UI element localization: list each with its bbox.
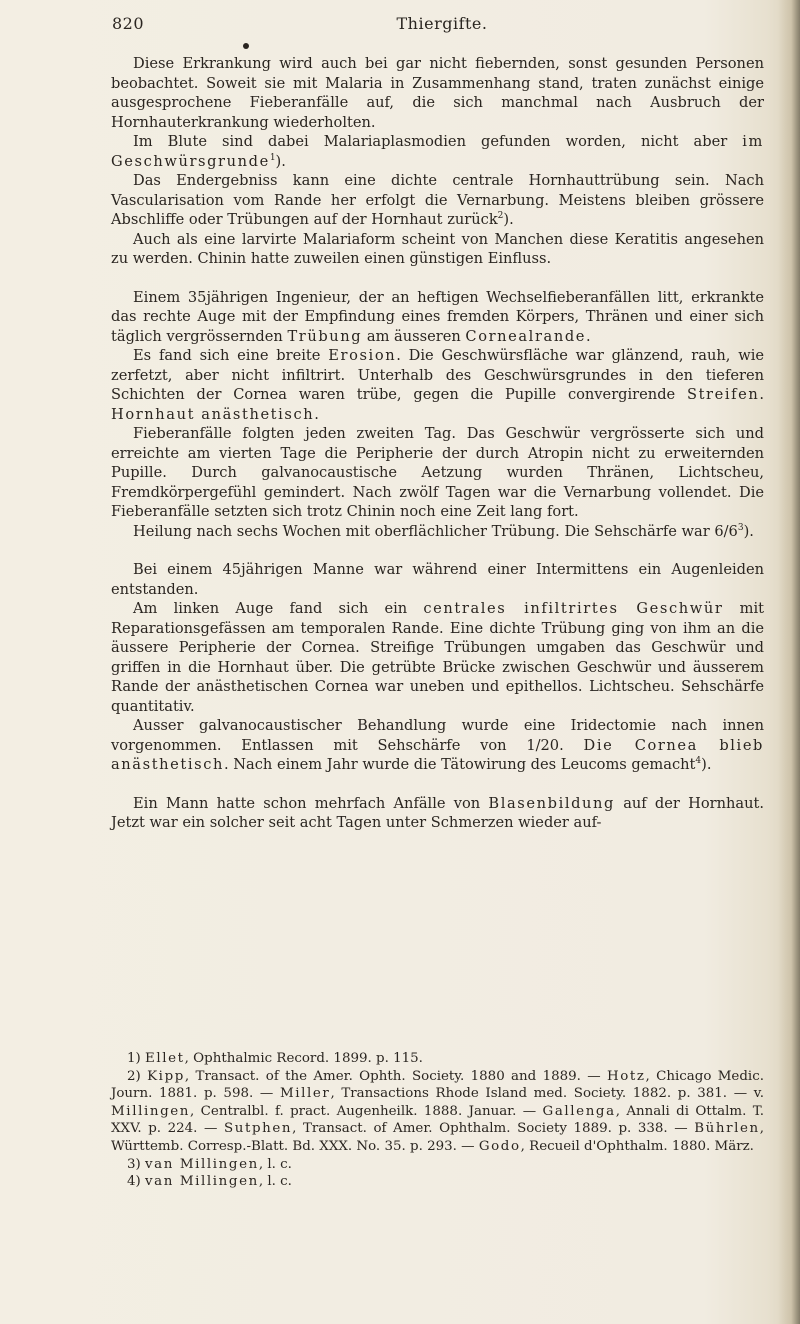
text-run: , Ophthalmic Record. 1899. p. 115.	[184, 1051, 423, 1066]
spaced-emphasis: Erosion	[328, 347, 397, 364]
text-run: mit Reparationsgefässen am temporalen Rande. Eine dichte Trübung ging von ihm an die äussere Peripherie der Cornea. Streifige Trübungen umgaben das Geschwür und griffen in die Hornhaut über. Die getrübte Brücke zwischen Geschwür und äusserem Rande der anästhetischen Cornea war uneben und epithellos. Lichtscheu. Sehschärfe quantitativ.	[111, 600, 765, 715]
spaced-emphasis: Trübung	[287, 327, 363, 345]
paragraph-p5	[111, 288, 764, 347]
text-run: Diese Erkrankung wird auch bei gar nicht fiebernden, sonst gesunden Personen beobachtet. Soweit sie mit Malaria in Zusammenhang stand, traten zunächst einige ausgesprochene Fieberanfälle auf, die sich manchmal nach Ausbruch der Hornhauterkrankung wiederholten.	[111, 55, 764, 131]
spaced-emphasis: Streifen	[686, 386, 760, 403]
fraction: 6/6	[714, 522, 738, 540]
paragraph-p1	[111, 54, 764, 132]
text-run: Bei einem 45jährigen Manne war während einer Intermittens ein Augenleiden entstanden.	[111, 561, 764, 598]
spaced-emphasis: Godo	[478, 1138, 521, 1154]
text-run: , Transactions Rhode Island med. Society. 1882. p. 381. — v.	[330, 1086, 764, 1102]
text-run: Ausser galvanocaustischer Behandlung wurde eine Iridectomie nach innen vorgenommen. Entlassen mit Sehschärfe von	[111, 717, 764, 754]
text-run: Es fand sich eine breite	[133, 347, 329, 364]
text-run: ).	[701, 756, 712, 773]
text-run: . Nach einem Jahr wurde die Tätowirung des Leucoms gemacht	[223, 756, 696, 773]
page-number: 820	[112, 14, 145, 33]
spaced-emphasis: im Geschwürsgrunde	[111, 133, 764, 170]
footnote-marker: 2	[497, 211, 504, 222]
running-title: Thiergifte.	[396, 14, 488, 33]
text-run: ).	[275, 152, 286, 170]
paragraph-gap	[111, 269, 764, 288]
spaced-emphasis: van Millingen	[145, 1156, 259, 1172]
spaced-emphasis: Kipp	[147, 1068, 185, 1084]
page-edge-shadow	[778, 0, 800, 1324]
text-run: Fieberanfälle folgten jeden zweiten Tag. Das Geschwür vergrösserte sich und erreichte am vierten Tage die Peripherie der durch Atropin nicht zu erweiternden Pupille. Durch galvanocaustische Aetzung wurden Thränen, Lichtscheu, Fremdkörpergefühl gemindert. Nach zwölf Tagen war die Vernarbung vollendet. Die Fieberanfälle setzten sich trotz Chinin noch eine Zeit lang fort.	[111, 425, 764, 520]
text-run: , l. c.	[258, 1156, 292, 1172]
text-run: Das Endergebniss kann eine dichte centrale Hornhauttrübung sein. Nach Vascularisation vom Rande her erfolgt die Vernarbung. Meistens bleiben grössere Abschliffe oder Trübungen auf der Hornhaut zurück	[111, 172, 764, 228]
spaced-emphasis: Hornhaut anästhetisch	[111, 405, 315, 423]
text-run: , Württemb. Corresp.-Blatt. Bd. XXX. No. 35. p. 293. —	[111, 1121, 764, 1154]
text-run: auf der Hornhaut. Jetzt war ein solcher seit acht Tagen unter Schmerzen wieder auf-	[111, 794, 765, 831]
text-run: .	[759, 386, 764, 403]
text-run: am äusseren	[362, 327, 466, 345]
paragraph-p12	[111, 794, 764, 833]
footnotes	[111, 1050, 764, 1191]
spaced-emphasis: Sutphen	[223, 1121, 293, 1137]
text-run: , Transact. of the Amer. Ophth. Society. 1880 and 1889. —	[184, 1068, 607, 1084]
spaced-emphasis: Gallenga	[542, 1103, 616, 1119]
text-run: ).	[503, 211, 514, 228]
text-run: , Chicago Medic. Journ. 1881. p. 598. —	[111, 1068, 764, 1102]
page-header	[112, 14, 772, 38]
text-run: , Annali di Ottalm. T. XXV. p. 224. —	[111, 1103, 764, 1137]
text-run: Am linken Auge fand sich ein	[133, 600, 424, 617]
spaced-emphasis: Ellet	[145, 1051, 185, 1066]
text-run: .	[314, 405, 319, 423]
text-run: .	[586, 327, 591, 345]
spaced-emphasis: Miller	[279, 1086, 331, 1102]
text-run: . Die Geschwürsfläche war glänzend, rauh, wie zerfetzt, aber nicht infiltrirt. Unterhalb des Geschwürsgrundes in den tieferen Schichten der Cornea waren trübe, gegen die Pupille convergirende	[111, 347, 764, 403]
paragraph-p11	[111, 716, 764, 775]
paragraph-gap	[111, 775, 764, 794]
paragraph-p7	[111, 424, 764, 522]
text-run: 4)	[127, 1174, 146, 1190]
spaced-emphasis: van Millingen	[145, 1174, 259, 1190]
text-run: Ein Mann hatte schon mehrfach Anfälle von	[133, 794, 489, 812]
spaced-emphasis: Hotz	[606, 1068, 646, 1084]
paragraph-p4	[111, 230, 764, 269]
paragraph-p6	[111, 346, 764, 424]
text-run: Auch als eine larvirte Malariaform scheint von Manchen diese Keratitis angesehen zu werden. Chinin hatte zuweilen einen günstigen Einfluss.	[111, 230, 764, 267]
text-run: 3)	[127, 1156, 146, 1172]
text-run: ).	[743, 522, 754, 540]
text-run: Einem 35jährigen Ingenieur, der an heftigen Wechselfieberanfällen litt, erkrankte das rechte Auge mit der Empfindung eines fremden Körpers, Thränen und einer sich täglich vergrössernden	[111, 288, 764, 345]
body-text	[111, 54, 764, 833]
text-run: 1)	[127, 1051, 146, 1066]
footnote-f4	[111, 1173, 764, 1191]
footnote-marker: 1	[269, 152, 276, 163]
fraction: 1/20	[526, 736, 560, 754]
text-run: Im Blute sind dabei Malariaplasmodien gefunden worden, nicht aber	[133, 133, 743, 150]
footnote-f2	[111, 1068, 764, 1156]
spaced-emphasis: centrales infiltrirtes Geschwür	[423, 600, 724, 617]
paragraph-p2	[111, 132, 764, 171]
text-run: .	[559, 736, 584, 754]
footnote-f1	[111, 1050, 764, 1068]
spaced-emphasis: Blasenbildung	[488, 794, 615, 812]
footnote-marker: 4	[695, 756, 702, 767]
spaced-emphasis: Millingen	[111, 1103, 190, 1119]
spaced-emphasis: Bührlen	[694, 1121, 760, 1137]
spaced-emphasis: Cornealrande	[465, 327, 587, 345]
footnote-f3	[111, 1156, 764, 1174]
paragraph-gap	[111, 541, 764, 560]
text-run: , l. c.	[258, 1174, 292, 1190]
text-run: , Centralbl. f. pract. Augenheilk. 1888. Januar. —	[190, 1103, 543, 1119]
ink-dot	[243, 43, 249, 49]
paragraph-p9	[111, 560, 764, 599]
paragraph-p10	[111, 599, 764, 716]
text-run: , Transact. of Amer. Ophthalm. Society 1889. p. 338. —	[292, 1121, 695, 1137]
footnote-marker: 3	[737, 522, 744, 533]
paragraph-p3	[111, 171, 764, 230]
paragraph-p8	[111, 522, 764, 542]
spaced-emphasis: Die Cornea blieb anästhetisch	[111, 736, 764, 773]
text-run: 2)	[127, 1068, 148, 1084]
text-run: Heilung nach sechs Wochen mit oberflächlicher Trübung. Die Sehschärfe war	[133, 522, 715, 540]
text-run: , Recueil d'Ophthalm. 1880. März.	[520, 1138, 754, 1154]
